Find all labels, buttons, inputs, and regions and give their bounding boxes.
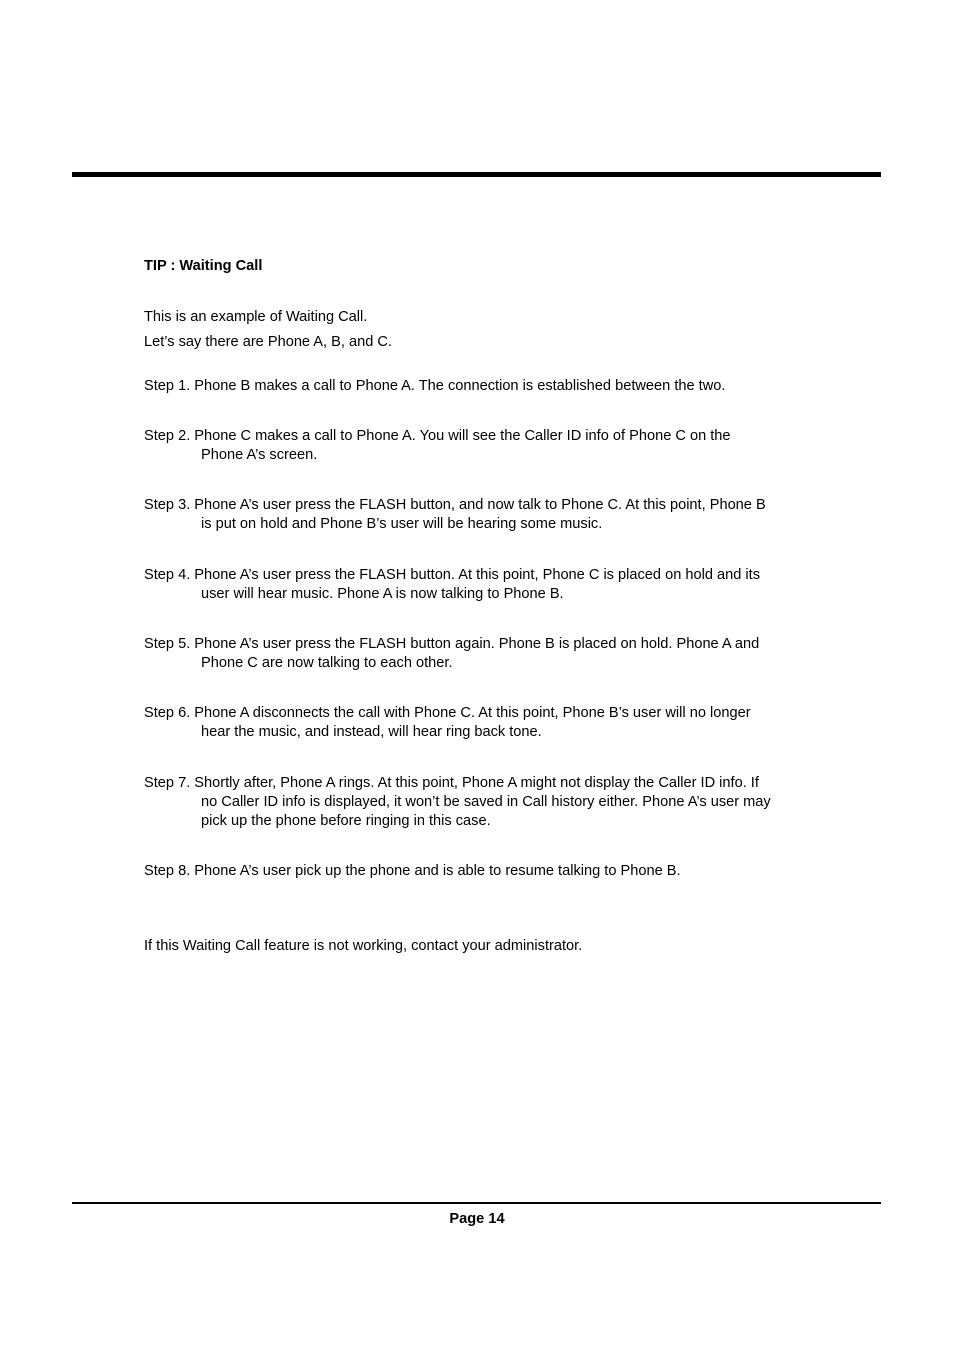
step-continuation: pick up the phone before ringing in this case. xyxy=(201,813,491,829)
step-text: Step 6. Phone A disconnects the call with Phone C. At this point, Phone B’s user will no longer xyxy=(144,705,751,721)
page-number: Page 14 xyxy=(449,1211,505,1227)
step-text: Step 7. Shortly after, Phone A rings. At this point, Phone A might not display the Caller ID info. If xyxy=(144,775,759,791)
step-1 xyxy=(144,377,832,396)
document-body xyxy=(144,257,832,971)
step-2 xyxy=(144,427,832,465)
step-text: Step 5. Phone A’s user press the FLASH button again. Phone B is placed on hold. Phone A and xyxy=(144,636,760,652)
step-text: Step 2. Phone C makes a call to Phone A. You will see the Caller ID info of Phone C on the xyxy=(144,428,731,444)
step-continuation: hear the music, and instead, will hear ring back tone. xyxy=(201,724,542,740)
step-6 xyxy=(144,704,832,742)
step-text: Step 8. Phone A’s user pick up the phone and is able to resume talking to Phone B. xyxy=(144,863,681,879)
step-8 xyxy=(144,862,832,881)
step-continuation: no Caller ID info is displayed, it won’t be saved in Call history either. Phone A’s user may xyxy=(201,794,771,810)
step-continuation: is put on hold and Phone B’s user will be hearing some music. xyxy=(201,516,603,532)
tip-heading: TIP : Waiting Call xyxy=(144,258,263,274)
step-4 xyxy=(144,566,832,604)
step-continuation: Phone A’s screen. xyxy=(201,447,318,463)
step-text: Step 1. Phone B makes a call to Phone A. The connection is established between the two. xyxy=(144,378,726,394)
closing-note: If this Waiting Call feature is not working, contact your administrator. xyxy=(144,938,583,954)
step-continuation: Phone C are now talking to each other. xyxy=(201,655,453,671)
step-3 xyxy=(144,496,832,534)
intro-line: Let’s say there are Phone A, B, and C. xyxy=(144,334,392,350)
intro-section xyxy=(144,308,832,352)
header-rule xyxy=(72,172,881,177)
step-7 xyxy=(144,774,832,831)
steps-list xyxy=(144,377,832,881)
step-text: Step 3. Phone A’s user press the FLASH button, and now talk to Phone C. At this point, Phone B xyxy=(144,497,766,513)
intro-line: This is an example of Waiting Call. xyxy=(144,309,368,325)
step-5 xyxy=(144,635,832,673)
footer-rule xyxy=(72,1202,881,1204)
step-continuation: user will hear music. Phone A is now talking to Phone B. xyxy=(201,586,564,602)
step-text: Step 4. Phone A’s user press the FLASH button. At this point, Phone C is placed on hold and its xyxy=(144,567,761,583)
